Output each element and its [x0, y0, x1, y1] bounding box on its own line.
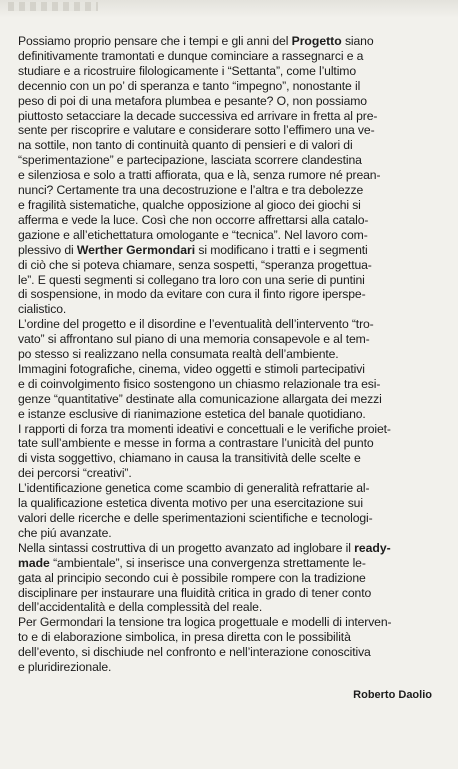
text-run: le”. E questi segmenti si collegano tra loro con una serie di puntini [18, 272, 365, 287]
text-run: L’ordine del progetto e il disordine e l’eventualità dell’intervento “tro- [18, 317, 374, 332]
text-line [18, 273, 442, 288]
text-line [18, 287, 442, 302]
text-run: e pluridirezionale. [18, 660, 112, 675]
text-line [18, 571, 442, 586]
text-run: afferma e vede la luce. Così che non occorre affrettarsi alla catalo- [18, 212, 369, 227]
text-line [18, 481, 442, 496]
text-line [18, 153, 442, 168]
text-line [18, 511, 442, 526]
text-run: e istanze esclusive di rianimazione estetica del banale quotidiano. [18, 406, 366, 421]
text-line [18, 630, 442, 645]
faded-header-mark [8, 2, 98, 11]
text-run: la qualificazione estetica diventa motivo per una esercitazione sui [18, 496, 363, 511]
text-line [18, 168, 442, 183]
text-line [18, 243, 442, 258]
article-paragraph [18, 615, 442, 675]
text-run: disciplinare per instaurare una fluidità critica in grado di tener conto [18, 585, 372, 600]
text-run: e silenziosa e solo a tratti affiorata, qua e là, senza rumore né prean- [18, 168, 381, 183]
bold-term: Progetto [291, 34, 342, 48]
text-run: vato” si affrontano sul piano di una memoria consapevole e al tem- [18, 332, 370, 347]
text-line [18, 541, 442, 556]
text-run: po stesso si realizzano nella consumata realtà dell’ambiente. [18, 347, 339, 362]
text-run: studiare e a ricostruire filologicamente i “Settanta”, come l’ultimo [18, 63, 356, 78]
text-line [18, 228, 442, 243]
text-run: “sperimentazione” e partecipazione, lasciata scorrere clandestina [18, 153, 362, 168]
text-run: dell’evento, si dischiude nel confronto e nell’interazione conoscitiva [18, 645, 371, 660]
text-line [18, 407, 442, 422]
text-run: na sottile, non tanto di continuità quanto di pensieri e di valori di [18, 138, 353, 153]
text-line [18, 213, 442, 228]
bold-term: made [18, 555, 50, 570]
text-line [18, 94, 442, 109]
text-line [18, 645, 442, 660]
text-line [18, 556, 442, 571]
text-run: Possiamo proprio pensare che i tempi e gli anni del [18, 34, 292, 48]
text-run: che piú avanzate. [18, 525, 112, 540]
text-run: e di coinvolgimento fisico sostengono un chiasmo relazionale tra esi- [18, 376, 381, 391]
text-line [18, 109, 442, 124]
article-body [18, 34, 442, 675]
article-paragraph [18, 541, 442, 616]
text-run: nunci? Certamente tra una decostruzione e l’altra e tra debolezze [18, 183, 364, 198]
text-run: gazione e all’etichettatura omologante e “tecnica”. Nel lavoro com- [18, 227, 368, 242]
article-paragraph [18, 317, 442, 481]
bold-term: ready- [354, 540, 391, 555]
text-run: di sospensione, in modo da evitare con cura il finto rigore iperspe- [18, 287, 366, 302]
text-run: to e di elaborazione simbolica, in presa diretta con le possibilità [18, 630, 351, 645]
text-line [18, 392, 442, 407]
text-run: Per Germondari la tensione tra logica progettuale e modelli di interven- [18, 615, 392, 630]
text-line [18, 332, 442, 347]
text-line [18, 34, 442, 49]
text-line [18, 451, 442, 466]
text-line [18, 198, 442, 213]
text-run: definitivamente tramontati e dunque cominciare a rassegnarci e a [18, 48, 364, 63]
text-run: L’identificazione genetica come scambio di generalità refrattarie al- [18, 481, 370, 496]
author-signature: Roberto Daolio [353, 689, 432, 701]
text-run: I rapporti di forza tra momenti ideativi e concettuali e le verifiche proiet- [18, 421, 391, 436]
text-line [18, 496, 442, 511]
bold-term: Werther Germondari [76, 242, 196, 257]
text-run: sente per riscoprire e valutare e considerare sotto l’effimero una ve- [18, 123, 375, 138]
text-run: di vista soggettivo, chiamano in causa la transitività delle scelte e [18, 451, 361, 466]
text-run: dell’accidentalità e della complessità del reale. [18, 600, 263, 615]
text-line [18, 362, 442, 377]
text-run: dei percorsi “creativi”. [18, 466, 132, 481]
text-run: gata al principio secondo cui è possibile rompere con la tradizione [18, 570, 366, 585]
text-run: genze “quantitative” destinate alla comunicazione allargata dei mezzi [18, 391, 382, 406]
text-line [18, 64, 442, 79]
text-run: Nella sintassi costruttiva di un progetto avanzato ad inglobare il [18, 540, 355, 555]
text-run: piuttosto setacciare la decade successiva ed arrivare in fretta al pre- [18, 108, 378, 123]
text-line [18, 347, 442, 362]
text-line [18, 377, 442, 392]
text-run: si modificano i tratti e i segmenti [195, 242, 368, 257]
text-line [18, 183, 442, 198]
text-line [18, 138, 442, 153]
text-line [18, 526, 442, 541]
text-line [18, 436, 442, 451]
text-line [18, 586, 442, 601]
text-run: decennio con un po’ di speranza e tanto “impegno”, nonostante il [18, 78, 361, 93]
text-run: peso di poi di una metafora plumbea e pesante? O, non possiamo [18, 93, 367, 108]
text-line [18, 49, 442, 64]
text-run: tate sull’ambiente e messe in forma a contrastare l’unicità del punto [18, 436, 374, 451]
text-run: siano [341, 34, 374, 48]
text-line [18, 600, 442, 615]
text-line [18, 422, 442, 437]
page-top-edge [0, 0, 458, 18]
article-paragraph [18, 481, 442, 541]
text-run: di ciò che si poteva chiamare, senza sospetti, “speranza progettua- [18, 257, 372, 272]
text-line [18, 79, 442, 94]
text-run: e fragilità sistematiche, qualche opposizione al gioco dei giochi si [18, 197, 361, 212]
text-line [18, 466, 442, 481]
text-run: Immagini fotografiche, cinema, video oggetti e stimoli partecipativi [18, 361, 365, 376]
text-run: plessivo di [18, 242, 77, 257]
text-line [18, 258, 442, 273]
text-run: “ambientale”, si inserisce una convergenza strettamente le- [49, 555, 366, 570]
text-line [18, 123, 442, 138]
text-line [18, 660, 442, 675]
text-line [18, 302, 442, 317]
text-run: cialistico. [18, 302, 67, 317]
article-paragraph [18, 34, 442, 317]
text-line [18, 317, 442, 332]
text-run: valori delle ricerche e delle sperimentazioni scientifiche e tecnologi- [18, 511, 373, 525]
text-line [18, 615, 442, 630]
